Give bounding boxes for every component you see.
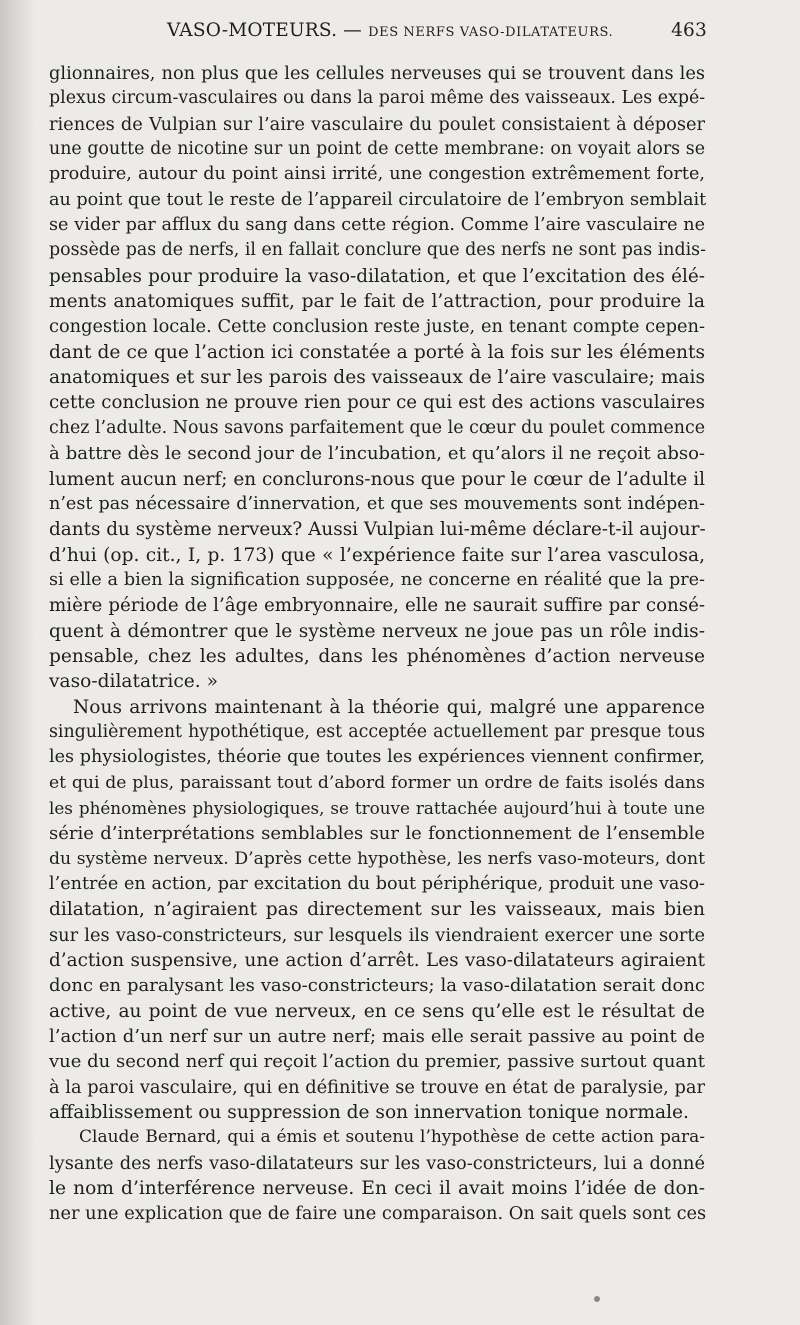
text-line: plexus circum-vasculaires ou dans la paroi même des vaisseaux. Les expé- xyxy=(49,88,706,109)
text-line: singulièrement hypothétique, est acceptée actuellement par presque tous xyxy=(49,721,705,742)
text-line: n’est pas nécessaire d’innervation, et que ses mouvements sont indépen- xyxy=(49,493,705,514)
book-page xyxy=(49,14,705,1227)
text-line: les physiologistes, théorie que toutes les expériences viennent confirmer, xyxy=(49,747,705,768)
text-line: mière période de l’âge embryonnaire, elle ne saurait suffire par consé- xyxy=(49,595,705,617)
page-body xyxy=(49,61,705,1227)
text-line: produire, autour du point ainsi irrité, une congestion extrêmement forte, xyxy=(49,164,705,185)
text-line: dant de ce que l’action ici constatée a porté à la fois sur les éléments xyxy=(49,341,705,363)
text-line: et qui de plus, paraissant tout d’abord former un ordre de faits isolés dans xyxy=(49,772,705,793)
header-title: VASO-MOTEURS. xyxy=(167,20,338,41)
page-number: 463 xyxy=(671,20,707,41)
header-title-group xyxy=(167,20,613,41)
text-line-paragraph-end: vaso-dilatatrice. » xyxy=(49,671,218,693)
page-gutter-shadow xyxy=(0,0,36,1325)
text-line: lument aucun nerf; en conclurons-nous que pour le cœur de l’adulte il xyxy=(49,468,705,490)
text-line: ments anatomiques suffit, par le fait de l’attraction, pour produire la xyxy=(49,291,705,313)
text-line-paragraph-end: affaiblissement ou suppression de son innervation tonique normale. xyxy=(49,1102,689,1124)
text-line: congestion locale. Cette conclusion reste juste, en tenant compte cepen- xyxy=(49,316,705,338)
text-line: à la paroi vasculaire, qui en définitive se trouve en état de paralysie, par xyxy=(49,1076,705,1098)
text-line: riences de Vulpian sur l’aire vasculaire du poulet consistaient à déposer xyxy=(49,113,705,135)
text-line: cette conclusion ne prouve rien pour ce qui est des actions vasculaires xyxy=(49,392,705,414)
text-line: se vider par afflux du sang dans cette région. Comme l’aire vasculaire ne xyxy=(49,215,705,236)
text-line: l’entrée en action, par excitation du bout périphérique, produit une vaso- xyxy=(49,874,705,894)
text-line: à battre dès le second jour de l’incubation, et qu’alors il ne reçoit abso- xyxy=(49,443,705,465)
text-line: active, au point de vue nerveux, en ce sens qu’elle est le résultat de xyxy=(49,1000,705,1022)
text-line-paragraph-start: Claude Bernard, qui a émis et soutenu l’hypothèse de cette action para- xyxy=(79,1127,705,1148)
text-line-paragraph-start: Nous arrivons maintenant à la théorie qui, malgré une apparence xyxy=(73,696,705,718)
text-line: pensable, chez les adultes, dans les phénomènes d’action nerveuse xyxy=(49,645,705,667)
text-line: les phénomènes physiologiques, se trouve rattachée aujourd’hui à toute une xyxy=(49,797,705,818)
text-line: dants du système nerveux? Aussi Vulpian lui-même déclare-t-il aujour- xyxy=(49,519,706,541)
text-line: quent à démontrer que le système nerveux ne joue pas un rôle indis- xyxy=(49,620,705,642)
text-line: au point que tout le reste de l’appareil circulatoire de l’embryon semblait xyxy=(49,189,707,210)
text-line: glionnaires, non plus que les cellules nerveuses qui se trouvent dans les xyxy=(49,63,705,84)
text-line: ner une explication que de faire une comparaison. On sait quels sont ces xyxy=(49,1203,707,1225)
text-line: l’action d’un nerf sur un autre nerf; mais elle serait passive au point de xyxy=(49,1026,705,1048)
text-line: série d’interprétations semblables sur le fonctionnement de l’ensemble xyxy=(49,823,705,845)
text-line: dilatation, n’agiraient pas directement sur les vaisseaux, mais bien xyxy=(49,899,705,921)
text-line: possède pas de nerfs, il en fallait conclure que des nerfs ne sont pas indis- xyxy=(49,240,706,261)
text-line: d’action suspensive, une action d’arrêt. Les vaso-dilatateurs agiraient xyxy=(49,950,705,972)
text-line: pensables pour produire la vaso-dilatation, et que l’excitation des élé- xyxy=(49,265,705,287)
running-header xyxy=(49,14,705,46)
text-line: lysante des nerfs vaso-dilatateurs sur les vaso-constricteurs, lui a donné xyxy=(49,1152,705,1174)
header-subtitle: DES NERFS VASO-DILATATEURS. xyxy=(368,25,614,40)
header-dash: — xyxy=(337,20,369,41)
text-line: si elle a bien la signification supposée, ne concerne en réalité que la pre- xyxy=(49,569,705,590)
text-line: chez l’adulte. Nous savons parfaitement que le cœur du poulet commence xyxy=(49,417,705,438)
text-line: sur les vaso-constricteurs, sur lesquels ils viendraient exercer une sorte xyxy=(49,924,705,946)
text-line: une goutte de nicotine sur un point de cette membrane: on voyait alors se xyxy=(49,139,705,160)
text-line: le nom d’interférence nerveuse. En ceci il avait moins l’idée de don- xyxy=(49,1178,705,1200)
text-line: vue du second nerf qui reçoit l’action du premier, passive surtout quant xyxy=(49,1051,705,1073)
text-line: du système nerveux. D’après cette hypothèse, les nerfs vaso-moteurs, dont xyxy=(49,848,705,869)
text-line: d’hui (op. cit., I, p. 173) que « l’expérience faite sur l’area vasculosa, xyxy=(49,544,705,566)
text-line: anatomiques et sur les parois des vaisseaux de l’aire vasculaire; mais xyxy=(49,367,706,389)
text-line: donc en paralysant les vaso-constricteurs; la vaso-dilatation serait donc xyxy=(49,975,705,997)
ink-speck xyxy=(594,1296,600,1302)
